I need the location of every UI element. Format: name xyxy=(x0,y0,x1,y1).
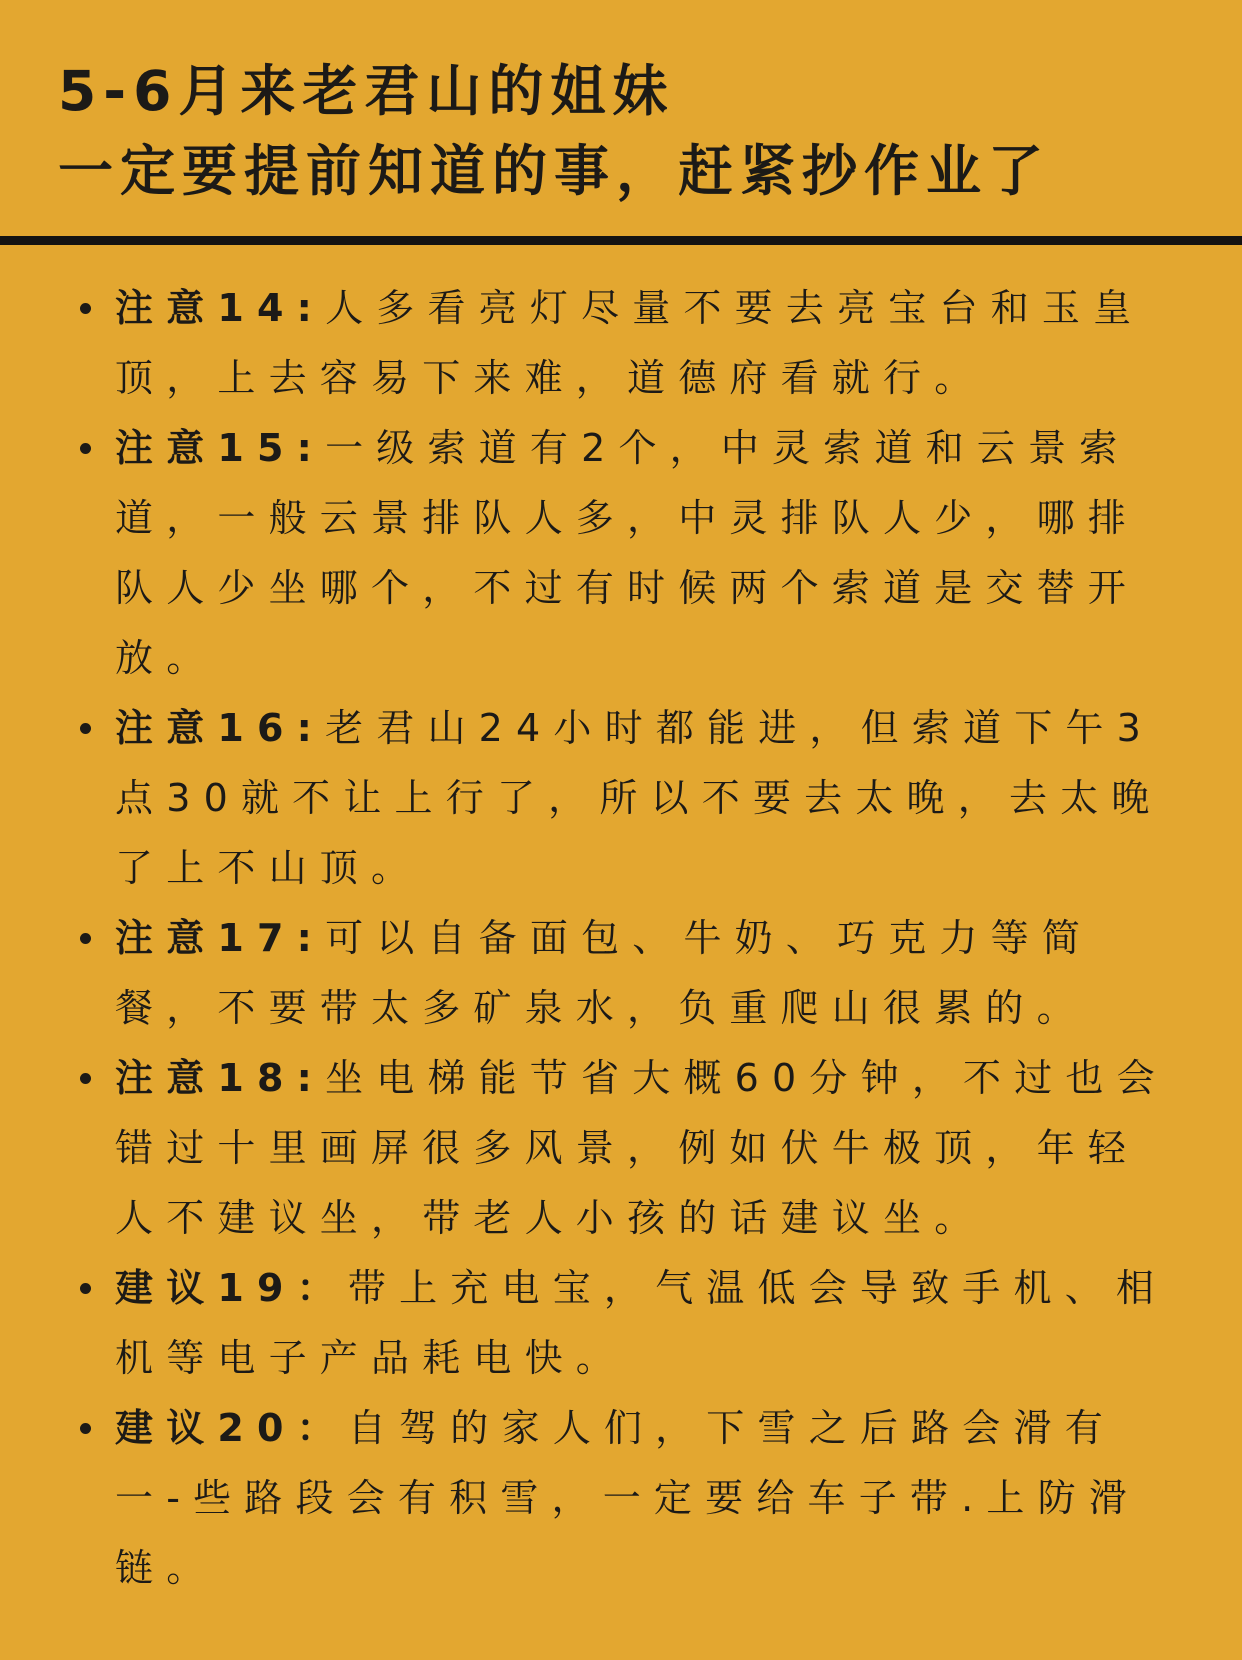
tip-label: 注意18: xyxy=(115,1056,326,1100)
tip-body: 自驾的家人们，下雪之后路会滑有一-些路段会有积雪，一定要给车子带.上防滑链。 xyxy=(115,1406,1140,1590)
tip-label: 注意17: xyxy=(115,916,326,960)
tip-body: 带上充电宝，气温低会导致手机、相机等电子产品耗电快。 xyxy=(115,1266,1168,1380)
tip-body: 老君山24小时都能进，但索道下午3点30就不让上行了，所以不要去太晚，去太晚了上不山顶。 xyxy=(115,706,1163,890)
tip-item-20 xyxy=(0,1393,1242,1603)
page-title-line-1: 5-6月来老君山的姐妹 xyxy=(58,59,675,123)
tip-label: 注意14: xyxy=(115,286,326,330)
tips-list xyxy=(0,273,1242,1603)
bullet-icon xyxy=(80,1073,91,1084)
header-divider xyxy=(0,236,1242,245)
tip-item-14 xyxy=(0,273,1242,413)
bullet-icon xyxy=(80,1283,91,1294)
tip-item-17 xyxy=(0,903,1242,1043)
bullet-icon xyxy=(80,933,91,944)
tip-label: 注意15: xyxy=(115,426,326,470)
bullet-icon xyxy=(80,723,91,734)
page-title-line-2: 一定要提前知道的事，赶紧抄作业了 xyxy=(58,139,1051,203)
tip-body: 人多看亮灯尽量不要去亮宝台和玉皇顶，上去容易下来难，道德府看就行。 xyxy=(115,286,1145,400)
tip-item-15 xyxy=(0,413,1242,693)
header xyxy=(0,0,1242,238)
tip-item-18 xyxy=(0,1043,1242,1253)
tip-body: 一级索道有2个，中灵索道和云景索道，一般云景排队人多，中灵排队人少，哪排队人少坐哪个，不过有时候两个索道是交替开放。 xyxy=(115,426,1140,680)
tip-label: 建议19： xyxy=(115,1266,348,1310)
bullet-icon xyxy=(80,1423,91,1434)
tip-label: 建议20： xyxy=(115,1406,348,1450)
tip-body: 坐电梯能节省大概60分钟，不过也会错过十里画屏很多风景，例如伏牛极顶，年轻人不建议坐，带老人小孩的话建议坐。 xyxy=(115,1056,1168,1240)
tip-item-19 xyxy=(0,1253,1242,1393)
bullet-icon xyxy=(80,443,91,454)
tip-label: 注意16: xyxy=(115,706,326,750)
bullet-icon xyxy=(80,303,91,314)
tip-body: 可以自备面包、牛奶、巧克力等简餐，不要带太多矿泉水，负重爬山很累的。 xyxy=(115,916,1094,1030)
tip-item-16 xyxy=(0,693,1242,903)
